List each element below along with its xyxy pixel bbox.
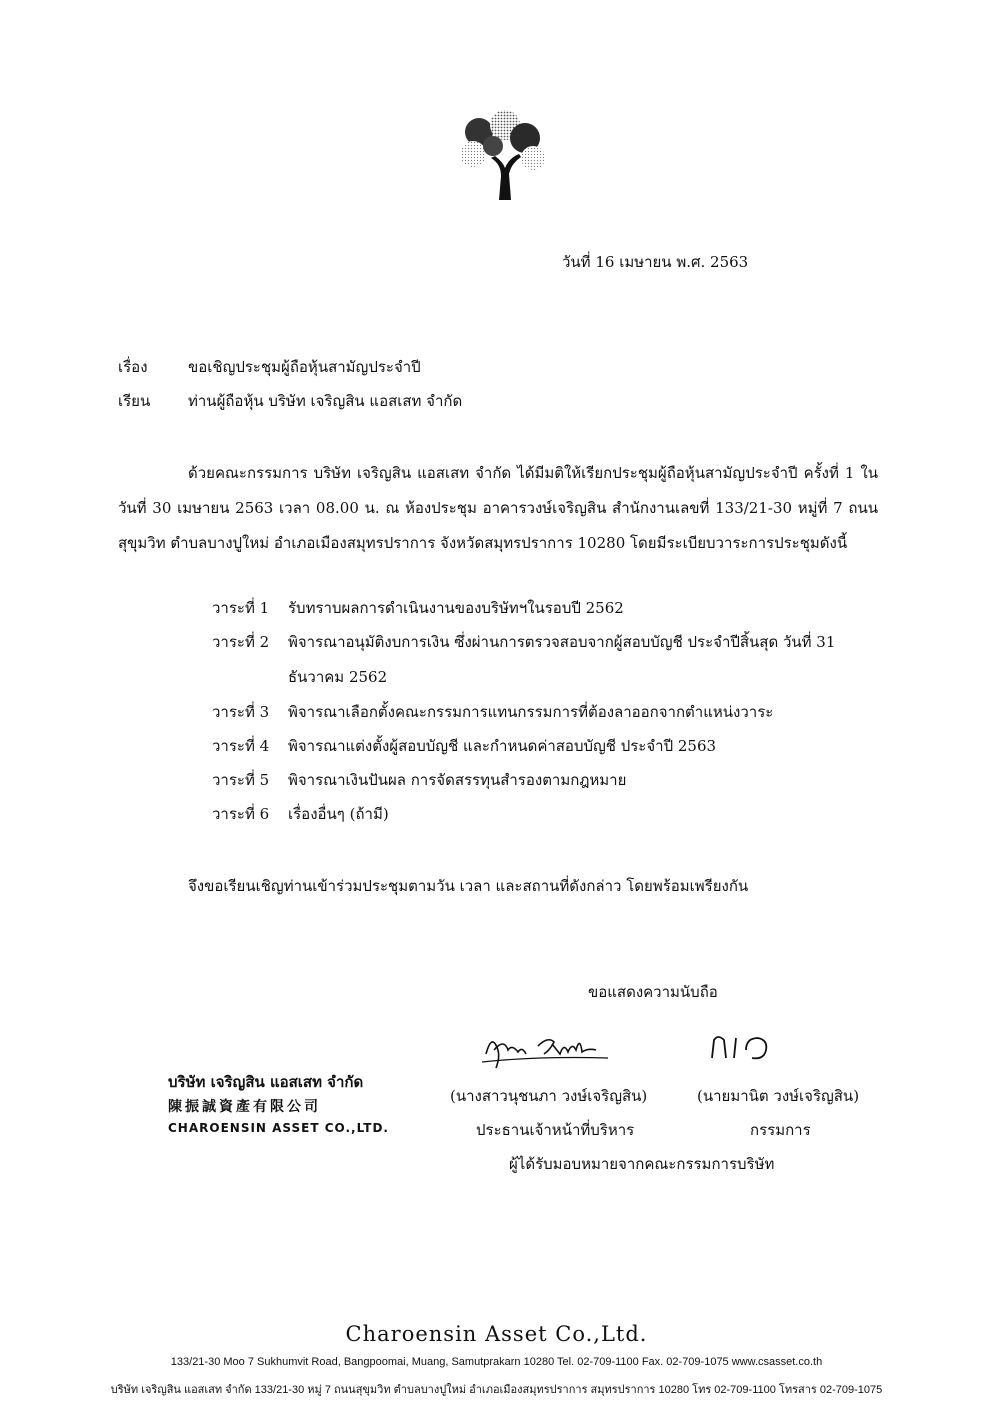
recipient-text: ท่านผู้ถือหุ้น บริษัท เจริญสิน แอสเสท จำกัด xyxy=(188,392,463,410)
company-stamp-thai: บริษัท เจริญสิน แอสเสท จำกัด xyxy=(168,1073,364,1091)
signature-1 xyxy=(478,1024,618,1072)
agenda-item xyxy=(212,632,848,702)
company-stamp-chinese: 陳振誠資產有限公司 xyxy=(168,1099,321,1115)
signature-2 xyxy=(706,1026,796,1066)
body-paragraph: ด้วยคณะกรรมการ บริษัท เจริญสิน แอสเสท จำกัด ได้มีมติให้เรียกประชุมผู้ถือหุ้นสามัญประจำปี ครั้งที่ 1 ในวันที่ 30 เมษายน 2563 เวลา 08.00 น. ณ ห้องประชุม อาคารวงษ์เจริญสิน สำนักงานเลขที่ 133/21-30 หมู่ที่ 7 ถนนสุขุมวิท ตำบลบางปูใหม่ อำเภอเมืองสมุทรปราการ จังหวัดสมุทรปราการ 10280 โดยมีระเบียบวาระการประชุมดังนี้ xyxy=(118,464,878,552)
agenda-item xyxy=(212,736,848,770)
agenda-text: พิจารณาเลือกตั้งคณะกรรมการแทนกรรมการที่ต้องลาออกจากตำแหน่งวาระ xyxy=(288,703,774,721)
agenda-item xyxy=(212,702,848,736)
authorization-note: ผู้ได้รับมอบหมายจากคณะกรรมการบริษัท xyxy=(509,1155,775,1173)
agenda-item xyxy=(212,770,848,804)
footer-address-th: บริษัท เจริญสิน แอสเสท จำกัด 133/21-30 หมู่ 7 ถนนสุขุมวิท ตำบลบางปูใหม่ อำเภอเมืองสมุทรปราการ สมุทรปราการ 10280 โทร 02-709-1100 โทรสาร 02-709-1075 xyxy=(110,1384,883,1396)
recipient-label: เรียน xyxy=(118,392,151,410)
signatory-position: ประธานเจ้าหน้าที่บริหาร xyxy=(476,1121,635,1139)
footer-company-name: Charoensin Asset Co.,Ltd. xyxy=(345,1322,648,1346)
signatory-name: (นางสาวนุชนภา วงษ์เจริญสิน) xyxy=(450,1087,648,1105)
agenda-number: วาระที่ 4 xyxy=(212,737,270,755)
agenda-list xyxy=(212,598,848,838)
footer-address-en: 133/21-30 Moo 7 Sukhumvit Road, Bangpoomai, Muang, Samutprakarn 10280 Tel. 02-709-1100 Fax. 02-709-1075 www.csasset.co.th xyxy=(170,1356,823,1368)
agenda-text: พิจารณาเงินปันผล การจัดสรรทุนสำรองตามกฎหมาย xyxy=(288,771,627,789)
signatory-name: (นายมานิต วงษ์เจริญสิน) xyxy=(697,1087,860,1105)
regards-text: ขอแสดงความนับถือ xyxy=(588,983,718,1001)
letter-date: วันที่ 16 เมษายน พ.ศ. 2563 xyxy=(562,253,749,271)
agenda-text: พิจารณาอนุมัติงบการเงิน ซึ่งผ่านการตรวจสอบจากผู้สอบบัญชี ประจำปีสิ้นสุด วันที่ 31 ธันวาคม 2562 xyxy=(288,633,836,686)
agenda-text: พิจารณาแต่งตั้งผู้สอบบัญชี และกำหนดค่าสอบบัญชี ประจำปี 2563 xyxy=(288,737,717,755)
subject-label: เรื่อง xyxy=(118,358,148,376)
agenda-text: รับทราบผลการดำเนินงานของบริษัทฯในรอบปี 2562 xyxy=(288,599,624,617)
agenda-number: วาระที่ 2 xyxy=(212,633,270,651)
agenda-text: เรื่องอื่นๆ (ถ้ามี) xyxy=(288,805,389,823)
company-stamp-english: CHAROENSIN ASSET CO.,LTD. xyxy=(168,1121,389,1135)
agenda-item xyxy=(212,804,848,838)
agenda-number: วาระที่ 5 xyxy=(212,771,270,789)
subject-text: ขอเชิญประชุมผู้ถือหุ้นสามัญประจำปี xyxy=(188,358,421,376)
agenda-number: วาระที่ 6 xyxy=(212,805,270,823)
agenda-number: วาระที่ 3 xyxy=(212,703,270,721)
agenda-number: วาระที่ 1 xyxy=(212,599,270,617)
closing-paragraph: จึงขอเรียนเชิญท่านเข้าร่วมประชุมตามวัน เวลา และสถานที่ดังกล่าว โดยพร้อมเพรียงกัน xyxy=(188,877,749,895)
signatory-position: กรรมการ xyxy=(750,1121,811,1139)
company-logo-tree-icon xyxy=(455,108,550,200)
